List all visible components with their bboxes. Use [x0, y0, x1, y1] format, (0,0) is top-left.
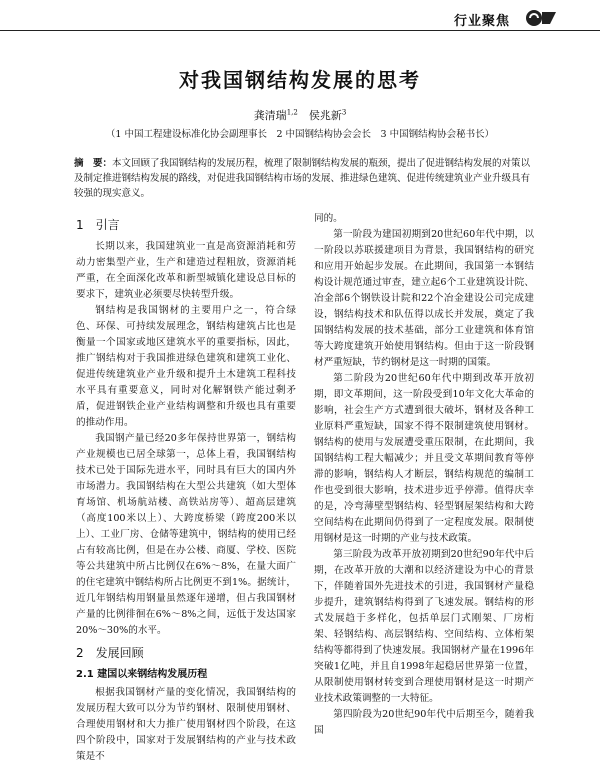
author-affil-index: 3: [341, 108, 347, 117]
paragraph: 第三阶段为改革开放初期到20世纪90年代中后期，在改革开放的大潮和以经济建设为中心的背景下，伴随着国外先进技术的引进，我国钢材产量稳步提升，建筑钢结构得到了飞速发展。钢结构的形式发展趋于多样化，包括单层门式刚架、厂房桁架、轻钢结构、高层钢结构、空间结构、立体桁架结构等都得到了快速发展。我国钢材产量在1996年突破1亿吨，并且自1998年起稳居世界第一位置，从限制使用钢材转变到合理使用钢材是这一时期产业技术政策调整的一大特征。: [314, 549, 534, 704]
right-column: [314, 211, 534, 739]
author-name: 侯兆新: [308, 109, 342, 122]
article-title: 对我国钢结构发展的思考: [179, 68, 421, 92]
left-column: [76, 211, 296, 765]
paragraph: 第一阶段为建国初期到20世纪60年代中期，以一阶段以苏联援建项目为背景，我国钢结构的研究和应用开始起步发展。在此期间，我国第一本钢结构设计规范通过审查，建立起6个工业建筑设计院、冶金部6个钢铁设计院和22个冶金建设公司完成建设，钢结构技术和队伍得以成长并发展，奠定了我国钢结构发展的技术基础，部分工业建筑和体育馆等大跨度建筑开始使用钢结构。但由于这一阶段钢材严重短缺，节约钢材是这一时期的国策。: [314, 229, 534, 368]
paragraph: 第四阶段为20世纪90年代中后期至今，随着我国: [314, 709, 534, 736]
abstract-text: 本文回顾了我国钢结构的发展历程，梳理了限制钢结构发展的瓶颈，提出了促进钢结构发展的对策以及制定推进钢结构发展的路线，对促进我国钢结构市场的发展、推进绿色建筑、促进传统建筑业产业升级具有较强的现实意义。: [74, 158, 531, 199]
author-name: 龚清瑞: [253, 109, 287, 122]
affiliations: （1 中国工程建设标准化协会副理事长 2 中国钢结构协会会长 3 中国钢结构协会秘书长）: [105, 129, 495, 140]
header-rule: [0, 30, 600, 31]
abstract: [74, 156, 534, 201]
paragraph: 钢结构是我国钢材的主要用户之一，符合绿色、环保、可持续发展理念，钢结构建筑占比也是衡量一个国家或地区建筑水平的重要指标，因此，推广钢结构对于我国推进绿色建筑和建筑工业化、促进传统建筑业产业升级和提升土木建筑工程科技水平具有重要意义，同时对化解钢铁产能过剩矛盾，促进钢铁企业产业结构调整和升级也具有重要的推动作用。: [76, 305, 296, 428]
author-affil-index: 1,2: [286, 108, 298, 117]
section-label: 行业聚焦: [454, 14, 511, 29]
section-heading: 2 发展回顾: [76, 646, 144, 660]
authors: [0, 107, 600, 123]
paragraph: 同的。: [314, 213, 343, 224]
abstract-label: 摘 要：: [74, 158, 113, 169]
section-heading: 1 引言: [76, 218, 120, 232]
paragraph: 我国钢产量已经20多年保持世界第一，钢结构产业规模也已居全球第一，总体上看，我国钢结构技术已处于国际先进水平，同时具有巨大的国内外市场潜力。我国钢结构在大型公共建筑（如大型体育场馆、机场航站楼、高铁站房等）、超高层建筑（高度100米以上）、大跨度桥梁（跨度200米以上）、工业厂房、仓储等建筑中，钢结构的使用已经占有较高比例，但是在办公楼、商厦、学校、医院等公共建筑中所占比例仅在6%～8%，在量大面广的住宅建筑中钢结构所占比例更不到1%。据统计，近几年钢结构用钢量虽然逐年递增，但占我国钢材产量的比例徘徊在6%～8%之间，远低于发达国家20%～30%的水平。: [76, 433, 296, 636]
journal-logo-icon: [520, 8, 560, 28]
paragraph: 第二阶段为20世纪60年代中期到改革开放初期，即文革期间，这一阶段受到10年文化大革命的影响，社会生产方式遭到很大破坏，钢材及各种工业原料严重短缺，国家不得不限制建筑使用钢材。钢结构的使用与发展遭受重压限制，在此期间，我国钢结构工程大幅减少；并且受文革期间教育等停滞的影响，钢结构人才断层，钢结构规范的编制工作也受到很大影响，技术进步近乎停滞。值得庆幸的是，冷弯薄壁型钢结构、轻型钢屋架结构和大跨空间结构在此期间仍得到了一定程度发展。限制使用钢材是这一时期的产业与技术政策。: [314, 373, 534, 544]
paragraph: 根据我国钢材产量的变化情况，我国钢结构的发展历程大致可以分为节约钢材、限制使用钢材、合理使用钢材和大力推广使用钢材四个阶段，在这四个阶段中，国家对于发展钢结构的产业与技术政策是不: [76, 687, 296, 762]
subsection-heading: 2.1 建国以来钢结构发展历程: [76, 669, 208, 680]
paragraph: 长期以来，我国建筑业一直是高资源消耗和劳动力密集型产业，生产和建造过程粗放，资源消耗严重，在全面深化改革和新型城镇化建设总目标的要求下，建筑业必须要尽快转型升级。: [76, 241, 296, 300]
